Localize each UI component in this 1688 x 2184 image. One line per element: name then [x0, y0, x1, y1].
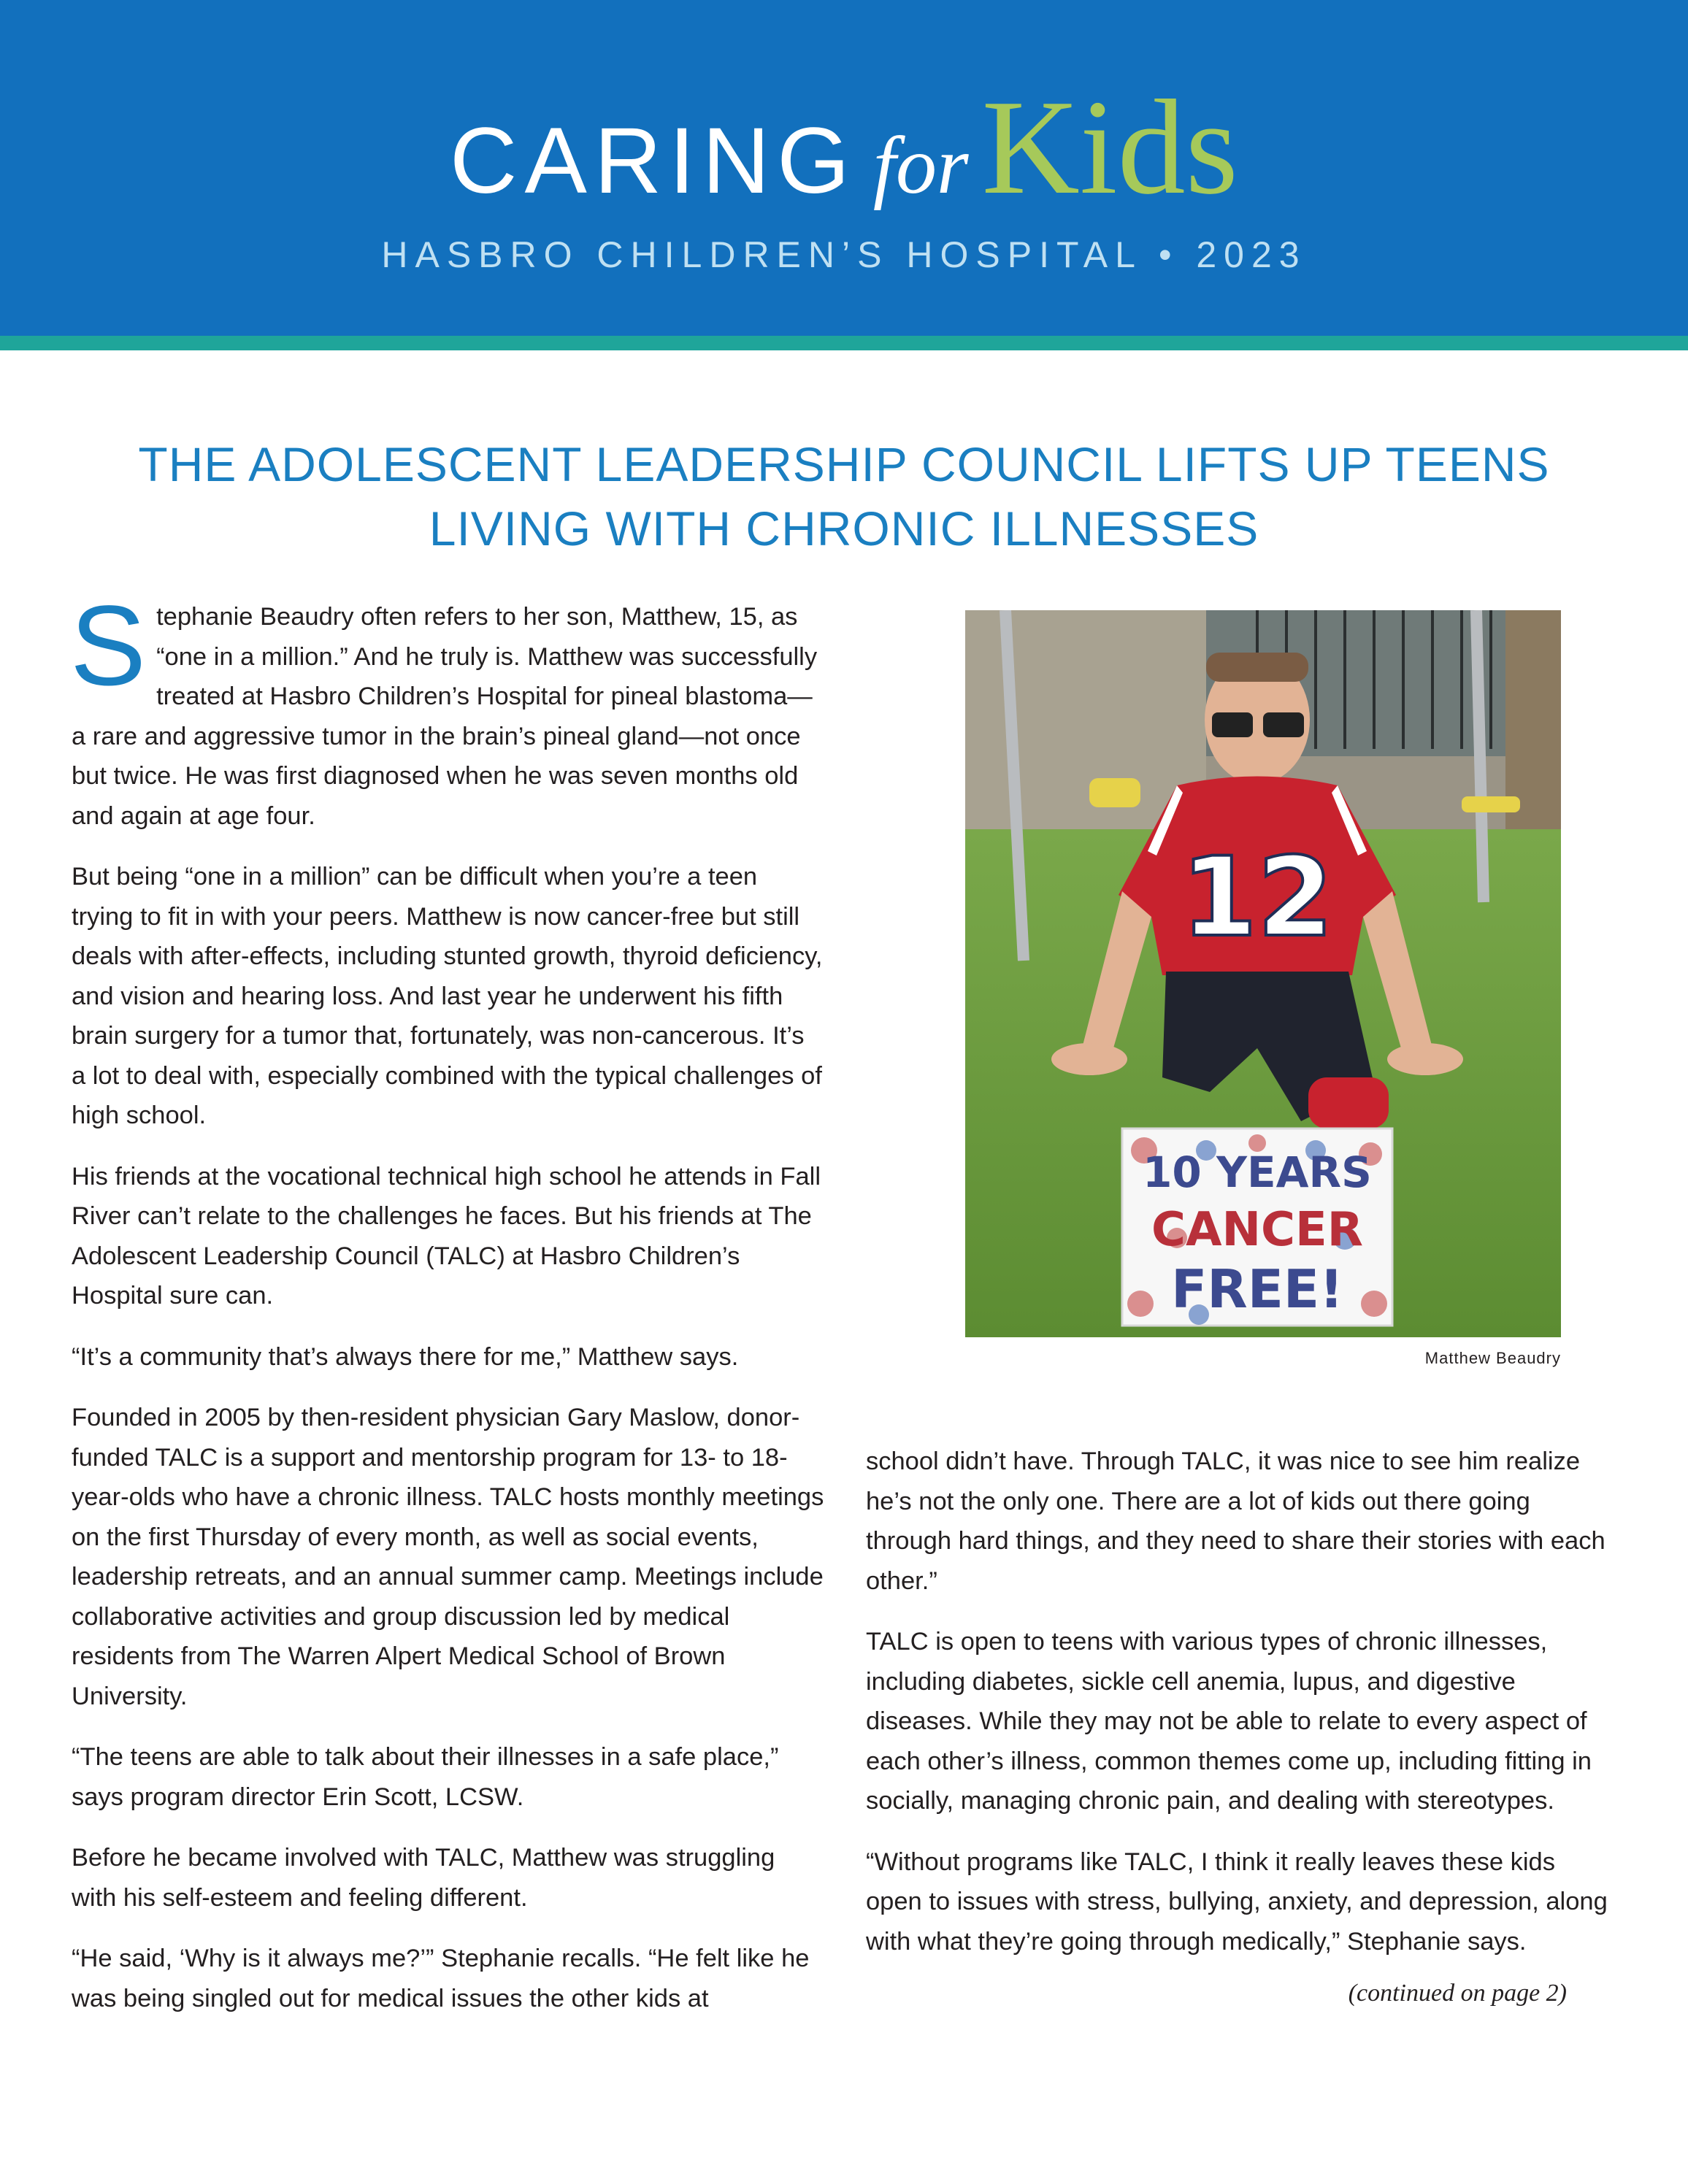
article-headline	[73, 432, 1615, 561]
paragraph: school didn’t have. Through TALC, it was nice to see him realize he’s not the only one. There are a lot of kids out there going through hard things, and they need to share their stories with each other.”	[866, 1447, 1605, 1595]
drop-cap: S	[70, 582, 147, 710]
continued-note: (continued on page 2)	[1348, 1980, 1567, 2007]
paragraph: “The teens are able to talk about their illnesses in a safe place,” says program director Erin Scott, LCSW.	[72, 1743, 779, 1811]
newsletter-subtitle: HASBRO CHILDREN’S HOSPITAL • 2023	[381, 234, 1307, 275]
paragraph: Before he became involved with TALC, Matthew was struggling with his self-esteem and feeling different.	[72, 1844, 775, 1912]
title-for: for	[872, 120, 969, 211]
paragraph: TALC is open to teens with various types of chronic illnesses, including diabetes, sickle cell anemia, lupus, and digestive diseases. While they may not be able to relate to every aspect of each other’s illness, common themes come up, including fitting in socially, managing chronic pain, and dealing with stereotypes.	[866, 1628, 1592, 1815]
headline-line-2: LIVING WITH CHRONIC ILLNESSES	[429, 501, 1259, 555]
article-column-left	[70, 582, 825, 2039]
masthead-stripe	[0, 336, 1688, 350]
paragraph: “Without programs like TALC, I think it really leaves these kids open to issues with stress, bullying, anxiety, and depression, along with what they’re going through medically,” Stephanie says.	[866, 1847, 1608, 1956]
sign-line-3: FREE!	[1171, 1258, 1343, 1320]
newsletter-title	[0, 69, 1688, 226]
sign-line-1: 10 YEARS	[1143, 1147, 1372, 1197]
headline-line-1: THE ADOLESCENT LEADERSHIP COUNCIL LIFTS UP TEENS	[138, 437, 1550, 491]
title-kids: Kids	[981, 72, 1238, 223]
paragraph: His friends at the vocational technical high school he attends in Fall River can’t relate to the challenges he faces. But his friends at The Adolescent Leadership Council (TALC) at Hasbro Children’s Hospital sure can.	[72, 1162, 821, 1310]
paragraph: Founded in 2005 by then-resident physician Gary Maslow, donor-funded TALC is a support and mentorship program for 13- to 18-year-olds who have a chronic illness. TALC hosts monthly meetings on the first Thursday of every month, as well as social events, leadership retreats, and an annual summer camp. Meetings include collaborative activities and group discussion led by medical residents from The Warren Alpert Medical School of Brown University.	[72, 1404, 824, 1710]
jersey-number: 12	[1181, 834, 1334, 961]
paragraph: “It’s a community that’s always there for me,” Matthew says.	[72, 1342, 739, 1371]
sign-line-2: CANCER	[1151, 1203, 1364, 1257]
article-column-right	[866, 1442, 1618, 1983]
paragraph: Stephanie Beaudry often refers to her son, Matthew, 15, as “one in a million.” And he truly is. Matthew was successfully treated at Hasbro Children’s Hospital for pineal blastoma—a rare and aggressive tumor in the brain’s pineal gland—not once but twice. He was first diagnosed when he was seven months old and again at age four.	[70, 582, 818, 830]
article-photo	[965, 610, 1561, 1337]
paragraph: But being “one in a million” can be difficult when you’re a teen trying to fit in with your peers. Matthew is now cancer-free but still deals with after-effects, including stunted growth, thyroid deficiency, and vision and hearing loss. And last year he underwent his fifth brain surgery for a tumor that, fortunately, was non-cancerous. It’s a lot to deal with, especially combined with the typical challenges of high school.	[72, 863, 823, 1129]
paragraph: “He said, ‘Why is it always me?’” Stephanie recalls. “He felt like he was being singled out for medical issues the other kids at	[72, 1945, 810, 2012]
title-caring: CARING	[450, 109, 857, 213]
photo-caption: Matthew Beaudry	[1424, 1349, 1561, 1367]
